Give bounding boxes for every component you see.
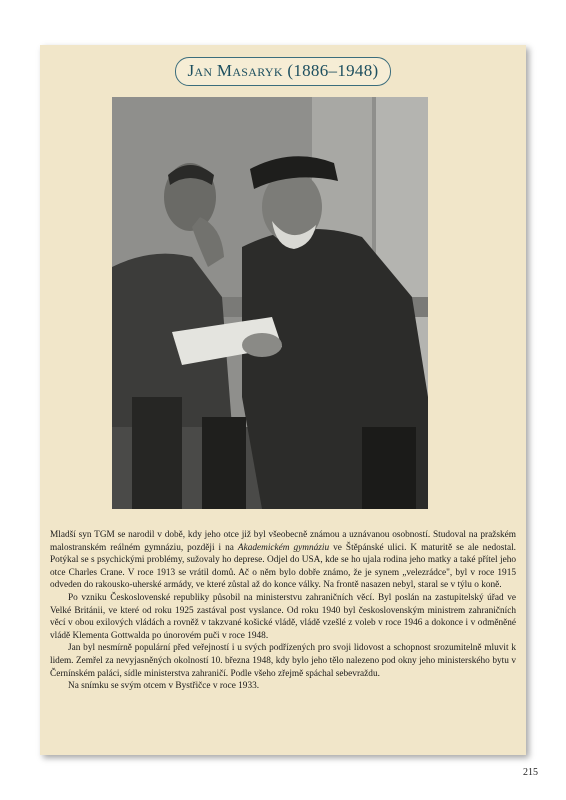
page-panel [40, 45, 526, 755]
paragraph-1 [50, 529, 516, 592]
paragraph-1-emphasis: Akademickém gymnáziu [237, 542, 330, 553]
photo-left-man-leg [132, 397, 182, 509]
photo-illustration [112, 97, 428, 509]
paragraph-1-part-a: Mladší syn TGM se narodil v době, kdy jeho otce již byl všeobecně známou a uznávanou osobností. Studoval na pražském malostranském reálném gymnáziu, později i na [50, 530, 516, 553]
page-number: 215 [523, 767, 538, 778]
title-wrap [40, 57, 526, 86]
body-text [50, 529, 516, 693]
paragraph-1-part-b: ve Štěpánské ulici. K maturitě se ale nedostal. Potýkal se s psychickými problémy, sužovaly ho deprese. Odjel do USA, kde se ho ujala rodina jeho matky a také přítel jeho otce Charles Crane. V roce 1913 se vrátil domů. Ač o něm bylo dobře známo, že je synem „velezrádce", byl v roce 1915 odveden do rakousko-uherské armády, ve které zůstal až do konce války. Na frontě nasazen nebyl, staral se v týlu o koně. [50, 542, 516, 591]
paragraph-3: Jan byl nesmírně populární před veřejností i u svých podřízených pro svoji lidovost a schopnost srozumitelně mluvit k lidem. Zemřel za nevyjasněných okolností 10. března 1948, kdy bylo jeho tělo nalezeno pod okny jeho ministerského bytu v Černínském paláci, sídle ministerstva zahraničí. Podle všeho zřejmě spáchal sebevraždu. [50, 643, 516, 679]
photo-right-man-hand [242, 333, 282, 357]
paragraph-2: Po vzniku Československé republiky působil na ministerstvu zahraničních věcí. Byl poslán na zastupitelský úřad ve Velké Británii, ve které od roku 1925 zastával post vyslance. Od roku 1940 byl československým ministrem zahraničních věcí v obou exilových vládách a rovněž v takzvané košické vládě, vládě vzešlé z voleb v roce 1946 a dokonce i v odměněné vládě Klementa Gottwalda po únorovém puči v roce 1948. [50, 592, 516, 641]
photo-boot [362, 427, 416, 509]
page-title: Jan Masaryk (1886–1948) [175, 57, 392, 86]
historical-photo [112, 97, 428, 509]
photo-caption: Na snímku se svým otcem v Bystřičce v roce 1933. [68, 681, 260, 692]
photo-boot [202, 417, 246, 509]
